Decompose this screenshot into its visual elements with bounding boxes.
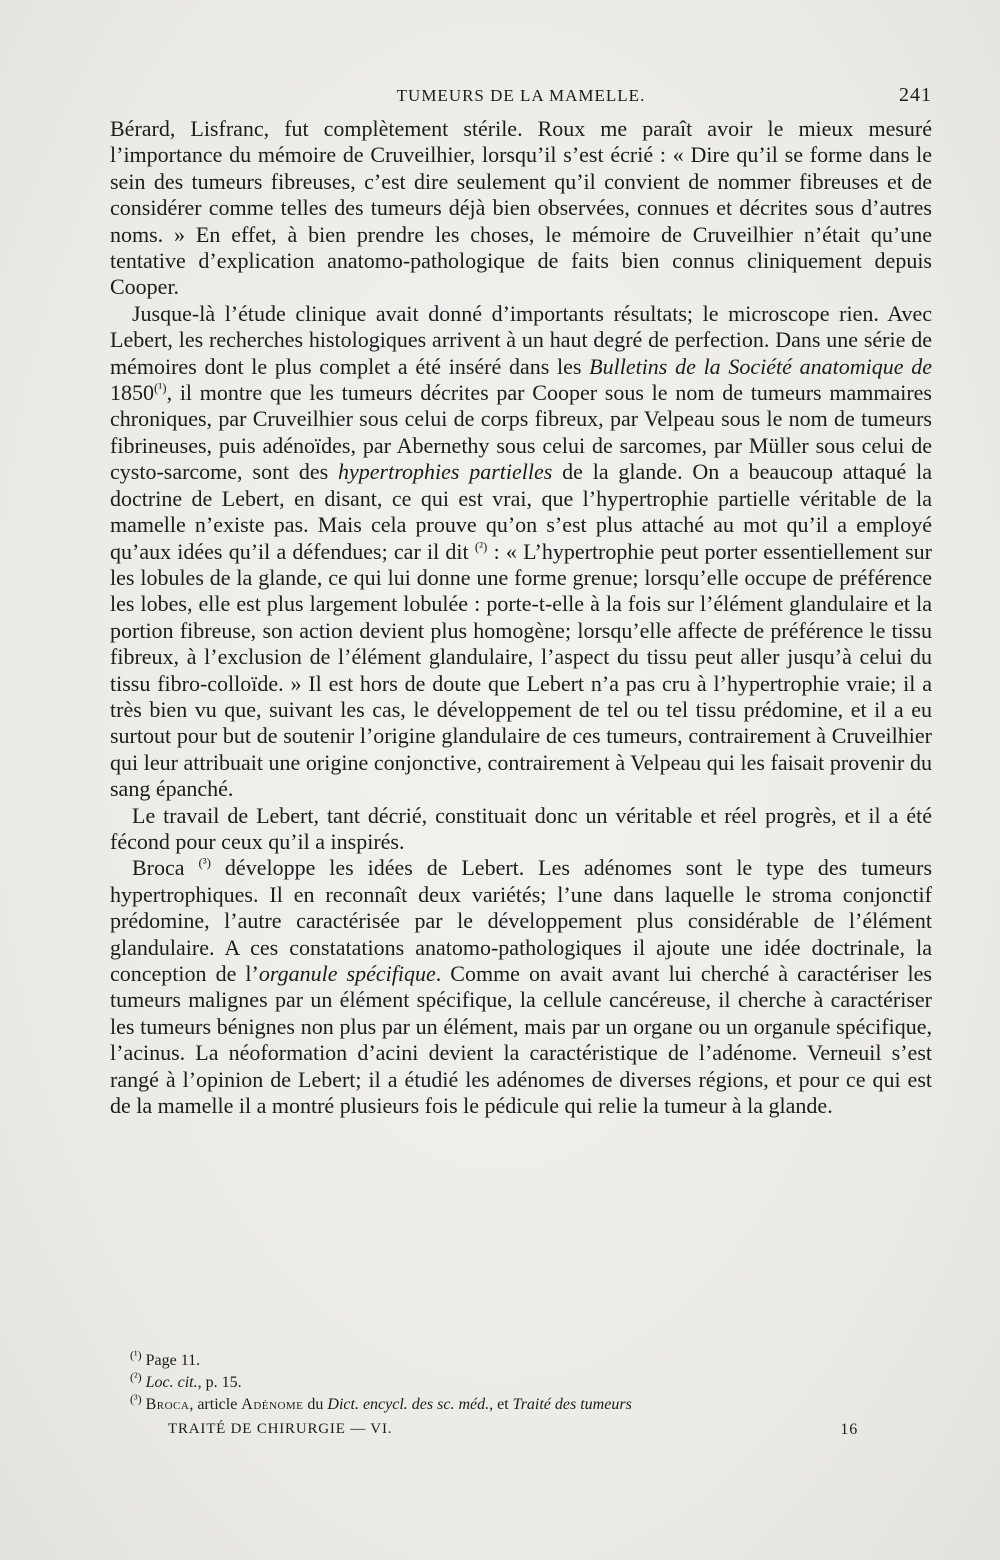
footnotes: [130, 1350, 850, 1416]
italic-text: Traité des tumeurs: [512, 1396, 632, 1413]
text-run: Bérard, Lisfranc, fut complètement stérile. Roux me paraît avoir le mieux mesuré l’importance du mémoire de Cruveilhier, lorsqu’il s’est écrié : « Dire qu’il se forme dans le sein des tumeurs fibreuses, c’est dire seulement qu’il convient de nommer fibreuses et de considérer comme telles des tumeurs déjà bien observées, connues et décrites sous d’autres noms. » En effet, à bien prendre les choses, le mémoire de Cruveilhier n’était qu’une tentative d’explication anatomo-pathologique de faits bien connus cliniquement depuis Cooper.: [110, 116, 932, 300]
footnote-reference: (¹): [154, 380, 167, 396]
signature-line: [168, 1421, 858, 1445]
running-header: [110, 86, 932, 112]
italic-text: Loc. cit.: [145, 1374, 198, 1391]
smallcaps-text: Broca: [145, 1396, 190, 1413]
footnote-marker: (²): [130, 1370, 142, 1384]
footnote: [130, 1394, 850, 1416]
text-run: Jusque-là l’étude clinique avait donné d’importants résultats; le microscope rien. Avec Lebert, les recherches histologiques arrivent à un haut degré de perfection. Dans une série de mémoires dont le plus complet a été inséré dans les: [110, 300, 932, 379]
text-run: Page 11.: [145, 1352, 201, 1369]
paragraph: [110, 116, 932, 301]
smallcaps-text: Adénome: [241, 1396, 304, 1413]
text-run: : « L’hypertrophie peut porter essentiellement sur les lobules de la glande, ce qui lui donne une forme grenue; lorsqu’elle occupe de préférence les lobes, elle est plus largement lobulée : porte-t-elle à la fois sur l’élément glandulaire et la portion fibreuse, son action devient plus homogène; lorsqu’elle affecte de préférence le tissu fibreux, à l’exclusion de l’élément glandulaire, l’aspect du tissu peut aller jusqu’à celui du tissu fibro-colloïde. » Il est hors de doute que Lebert n’a pas cru à l’hypertrophie vraie; il a très bien vu que, suivant les cas, le développement de tel ou tel tissu prédomine, et il a eu surtout pour but de soutenir l’origine glandulaire de ces tumeurs, contrairement à Cruveilhier qui leur attribuait une origine conjonctive, contrairement à Velpeau qui les faisait provenir du sang épanché.: [110, 538, 932, 802]
footnote: [130, 1372, 850, 1394]
italic-text: hypertrophies partielles: [338, 459, 553, 485]
text-run: , il montre que les tumeurs décrites par Cooper sous le nom de tumeurs mammaires chroniques, par Cruveilhier sous celui de corps fibreux, par Velpeau sous le nom de tumeurs fibrineuses, puis adénoïdes, par Abernethy sous celui de sarcomes, par Müller sous celui de cysto-sarcome, sont des: [110, 380, 932, 485]
running-title: TUMEURS DE LA MAMELLE.: [396, 86, 646, 105]
text-run: , article: [189, 1396, 242, 1413]
text-run: de la glande. On a beaucoup attaqué la doctrine de Lebert, en disant, ce qui est vrai, que l’hypertrophie partielle véritable de la mamelle n’existe pas. Mais cela prouve qu’on s’est plus attaché au mot qu’il a employé qu’aux idées qu’il a défendues; car il dit: [110, 459, 932, 564]
text-run: , p. 15.: [197, 1374, 242, 1391]
text-run: 1850: [110, 380, 154, 406]
text-run: développe les idées de Lebert. Les adénomes sont le type des tumeurs hypertrophiques. Il en reconnaît deux variétés; l’une dans laquelle le stroma conjonctif prédomine, l’autre caractérisée par le développement plus considérable de l’élément glandulaire. A ces constatations anatomo-pathologiques il ajoute une idée doctrinale, la conception de l’: [110, 855, 933, 986]
text-run: du: [303, 1396, 328, 1413]
paragraph: [110, 803, 932, 856]
footnote-reference: (³): [198, 855, 212, 871]
footnote-marker: (³): [130, 1392, 142, 1406]
paragraph: [110, 301, 932, 803]
italic-text: organule spécifique: [258, 961, 436, 986]
body-text: [110, 116, 932, 1119]
text-run: . Comme on avait avant lui cherché à caractériser les tumeurs malignes par un élément spécifique, la cellule cancéreuse, il cherche à caractériser les tumeurs bénignes non plus par un élément, mais par un organe ou un organule spécifique, l’acinus. La néoformation d’acini devient la caractéristique de l’adénome. Verneuil s’est rangé à l’opinion de Lebert; il a étudié les adénomes de diverses régions, et pour ce qui est de la mamelle il a montré plusieurs fois le pédicule qui relie la tumeur à la glande.: [110, 961, 932, 1119]
footnote: [130, 1350, 850, 1372]
text-run: Le travail de Lebert, tant décrié, constituait donc un véritable et réel progrès, et il a été fécond pour ceux qu’il a inspirés.: [110, 802, 932, 854]
signature-number: 16: [840, 1421, 858, 1438]
signature-label: TRAITÉ DE CHIRURGIE — VI.: [168, 1421, 393, 1437]
text-run: Broca: [132, 855, 199, 881]
paragraph: [110, 855, 932, 1119]
italic-text: Dict. encycl. des sc. méd.: [327, 1396, 490, 1413]
text-run: , et: [489, 1396, 513, 1413]
italic-text: Bulletins de la Société anatomique de: [589, 353, 932, 379]
page-number: 241: [899, 84, 932, 106]
footnote-reference: (²): [474, 538, 488, 554]
footnote-marker: (¹): [130, 1348, 142, 1362]
